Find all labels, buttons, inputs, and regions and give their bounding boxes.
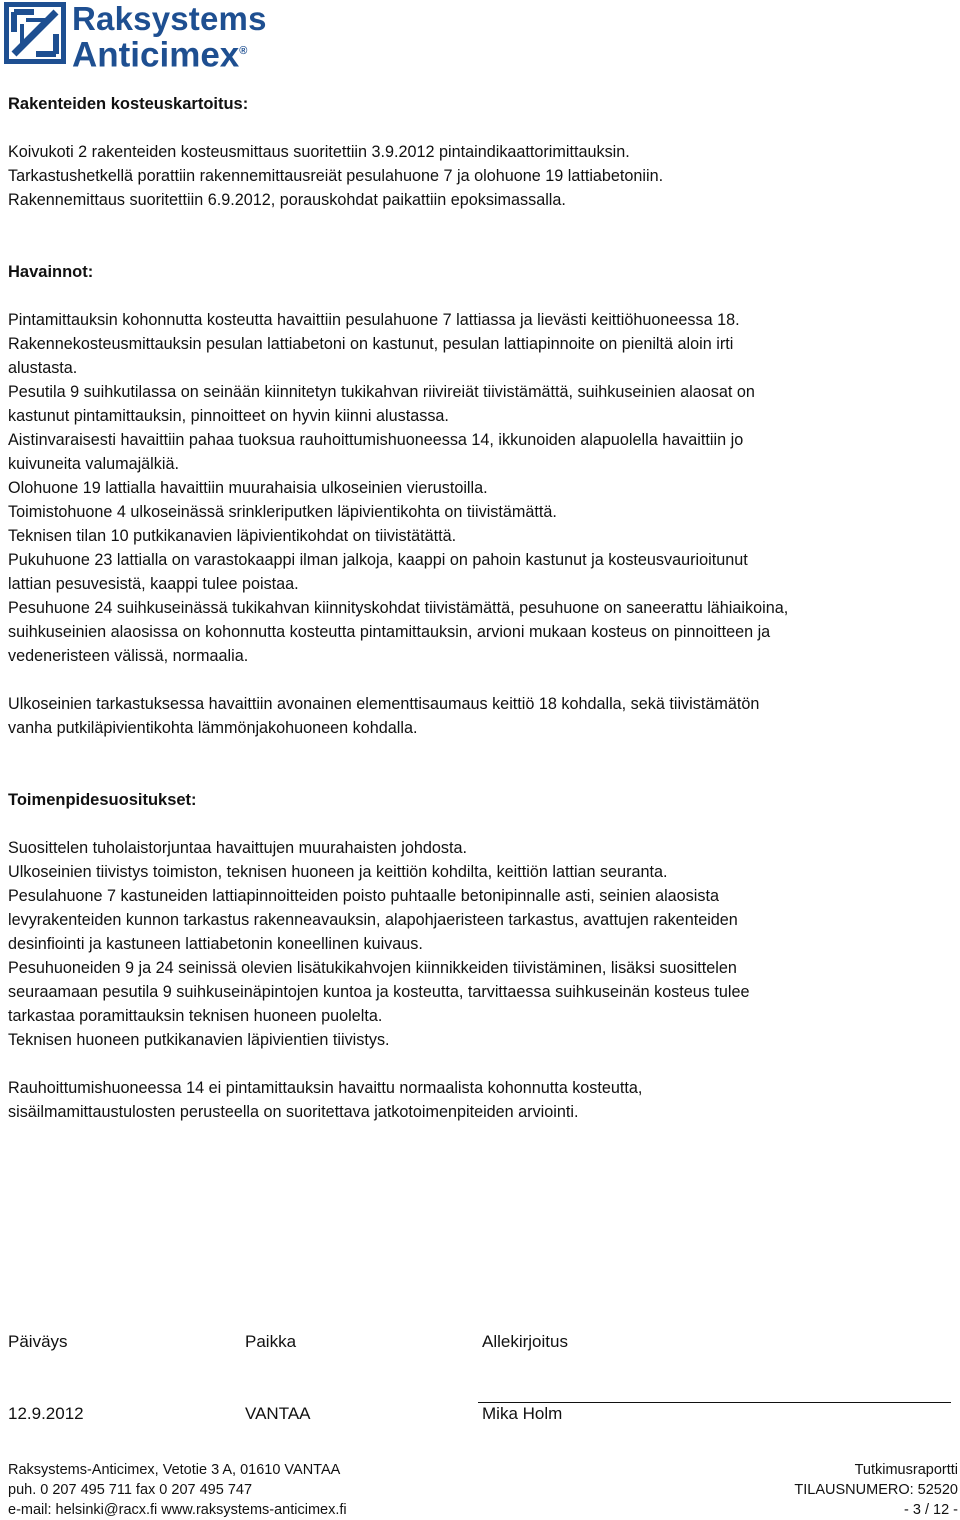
text-line: Rakennemittaus suoritettiin 6.9.2012, porauskohdat paikattiin epoksimassalla. xyxy=(8,191,566,209)
text-line: Tarkastushetkellä porattiin rakennemittausreiät pesulahuone 7 ja olohuone 19 lattiabetoniin. xyxy=(8,167,664,185)
text-line: Toimistohuone 4 ulkoseinässä srinkleriputken läpivientikohta on tiivistämättä. xyxy=(8,503,557,521)
company-logo xyxy=(0,0,320,75)
footer-page-number: - 3 / 12 - xyxy=(904,1502,958,1518)
heading-toimenpidesuositukset: Toimenpidesuositukset: xyxy=(8,791,197,809)
signature-label: Allekirjoitus xyxy=(482,1332,568,1351)
date-value: 12.9.2012 xyxy=(8,1404,84,1423)
text-line: alustasta. xyxy=(8,359,78,377)
text-line: tarkastaa poramittauksin teknisen huoneen puolelta. xyxy=(8,1007,383,1025)
text-line: Pintamittauksin kohonnutta kosteutta havaittiin pesulahuone 7 lattiassa ja lievästi keittiöhuoneessa 18. xyxy=(8,311,740,329)
havainnot-extra-paragraph xyxy=(8,692,953,740)
text-line: seuraamaan pesutila 9 suihkuseinäpintojen kuntoa ja kosteutta, tarvittaessa suihkuseinän kosteus tulee xyxy=(8,983,750,1001)
place-label: Paikka xyxy=(245,1332,297,1351)
footer-phone: puh. 0 207 495 711 fax 0 207 495 747 xyxy=(8,1482,253,1498)
registered-mark: ® xyxy=(239,45,248,57)
signature-line xyxy=(478,1402,951,1403)
footer-contact: e-mail: helsinki@racx.fi www.raksystems-anticimex.fi xyxy=(8,1502,347,1518)
text-line: Pesulahuone 7 kastuneiden lattiapinnoitteiden poisto puhtaalle betonipinnalle asti, seinien alaosista xyxy=(8,887,719,905)
text-line: lattian pesuvesistä, kaappi tulee poistaa. xyxy=(8,575,299,593)
signer-name: Mika Holm xyxy=(482,1404,563,1423)
place-value: VANTAA xyxy=(245,1404,311,1423)
footer-doc-type: Tutkimusraportti xyxy=(854,1462,958,1478)
toimenpiteet-paragraph xyxy=(8,836,953,1052)
text-line: kuivuneita valumajälkiä. xyxy=(8,455,179,473)
text-line: suihkuseinien alaosissa on kohonnutta kosteutta pintamittauksin, arvioni mukaan kosteus on pinnoitteen ja xyxy=(8,623,771,641)
text-line: Ulkoseinien tiivistys toimiston, teknisen huoneen ja keittiön kohdilta, keittiön lattian seuranta. xyxy=(8,863,668,881)
brand-line-2-text: Anticimex xyxy=(72,35,240,75)
text-line: Ulkoseinien tarkastuksessa havaittiin avonainen elementtisaumaus keittiö 18 kohdalla, sekä tiivistämätön xyxy=(8,695,760,713)
heading-kosteuskartoitus: Rakenteiden kosteuskartoitus: xyxy=(8,95,249,113)
text-line: Suosittelen tuholaistorjuntaa havaittujen muurahaisten johdosta. xyxy=(8,839,467,857)
text-line: levyrakenteiden kunnon tarkastus rakenneavauksin, alapohjaeristeen tarkastus, avattujen rakenteiden xyxy=(8,911,738,929)
text-line: Rauhoittumishuoneessa 14 ei pintamittauksin havaittu normaalista kohonnutta kosteutta, xyxy=(8,1079,643,1097)
text-line: Rakennekosteusmittauksin pesulan lattiabetoni on kastunut, pesulan lattiapinnoite on pieniltä aloin irti xyxy=(8,335,734,353)
text-line: Pukuhuone 23 lattialla on varastokaappi ilman jalkoja, kaappi on pahoin kastunut ja kosteusvaurioitunut xyxy=(8,551,748,569)
footer-order-number: TILAUSNUMERO: 52520 xyxy=(794,1482,958,1498)
text-line: Teknisen tilan 10 putkikanavien läpivientikohdat on tiivistätättä. xyxy=(8,527,457,545)
brand-line-1: Raksystems xyxy=(72,0,267,37)
date-label: Päiväys xyxy=(8,1332,68,1351)
text-line: desinfiointi ja kastuneen lattiabetonin koneellinen kuivaus. xyxy=(8,935,423,953)
text-line: kastunut pintamittauksin, pinnoitteet on hyvin kiinni alustassa. xyxy=(8,407,449,425)
text-line: Pesuhuone 24 suihkuseinässä tukikahvan kiinnityskohdat tiivistämättä, pesuhuone on saneerattu lähiaikoina, xyxy=(8,599,789,617)
footer-address: Raksystems-Anticimex, Vetotie 3 A, 01610 VANTAA xyxy=(8,1462,341,1478)
text-line: Aistinvaraisesti havaittiin pahaa tuoksua rauhoittumishuoneessa 14, ikkunoiden alapuolella havaittiin jo xyxy=(8,431,744,449)
heading-havainnot: Havainnot: xyxy=(8,263,94,281)
text-line: Olohuone 19 lattialla havaittiin muurahaisia ulkoseinien vierustoilla. xyxy=(8,479,488,497)
text-line: sisäilmamittaustulosten perusteella on suoritettava jatkotoimenpiteiden arviointi. xyxy=(8,1103,579,1121)
text-line: Pesutila 9 suihkutilassa on seinään kiinnitetyn tukikahvan riivireiät tiivistämättä, suihkuseinien alaosat on xyxy=(8,383,755,401)
text-line: Teknisen huoneen putkikanavien läpivientien tiivistys. xyxy=(8,1031,390,1049)
kartoitus-paragraph xyxy=(8,140,953,212)
brand-line-2 xyxy=(72,32,247,75)
text-line: vanha putkiläpivientikohta lämmönjakohuoneen kohdalla. xyxy=(8,719,418,737)
text-line: Koivukoti 2 rakenteiden kosteusmittaus suoritettiin 3.9.2012 pintaindikaattorimittauksin. xyxy=(8,143,630,161)
maze-logo-icon xyxy=(4,2,66,64)
toimenpiteet-extra-paragraph xyxy=(8,1076,953,1124)
text-line: Pesuhuoneiden 9 ja 24 seinissä olevien lisätukikahvojen kiinnikkeiden tiivistäminen, lisäksi suosittelen xyxy=(8,959,737,977)
report-body xyxy=(8,92,953,1124)
havainnot-paragraph xyxy=(8,308,953,668)
page-footer xyxy=(8,1460,958,1520)
text-line: vedeneristeen välissä, normaalia. xyxy=(8,647,249,665)
